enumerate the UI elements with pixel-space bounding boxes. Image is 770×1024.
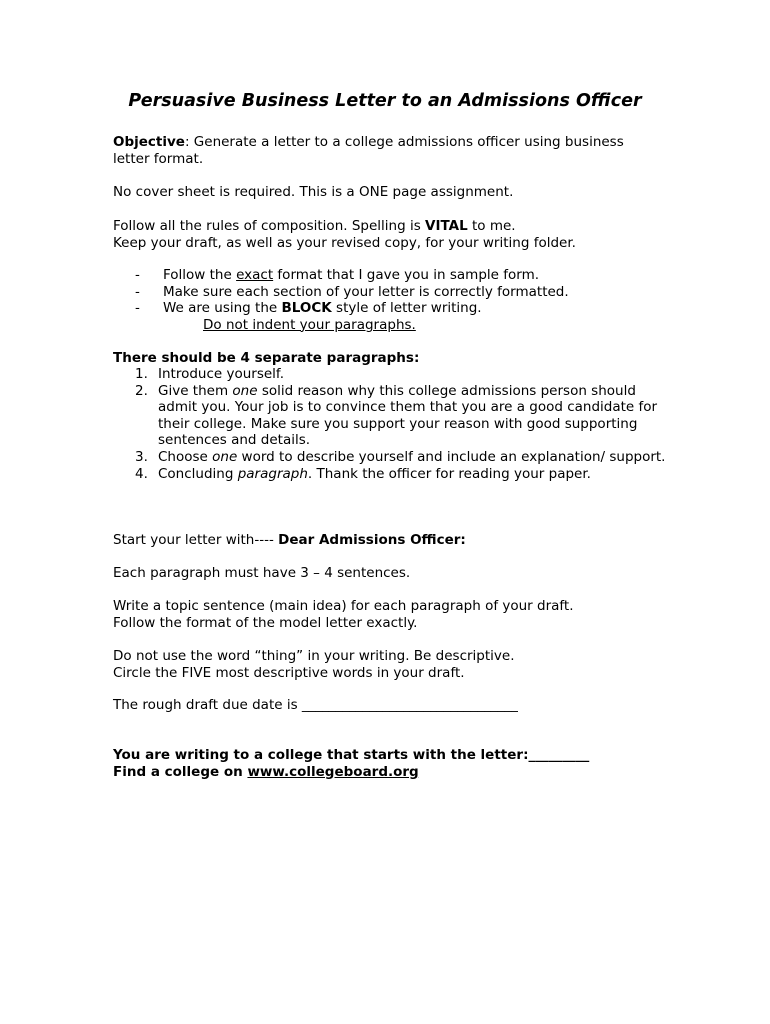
- collegeboard-link[interactable]: www.collegeboard.org: [247, 763, 419, 780]
- college-paragraph: You are writing to a college that starts with the letter:_________ Find a college on www.collegeboard.org: [113, 747, 673, 780]
- list-item: 2. Give them one solid reason why this college admissions person should admit you. Your job is to convince them that you are a good candidate for their college. Make sure you support your reason with good supporting sentences and details.: [135, 382, 658, 449]
- block-emphasis: BLOCK: [281, 300, 332, 317]
- due-date-line: The rough draft due date is ________________________________: [113, 697, 518, 713]
- objective-text: : Generate a letter to a college admissions officer using business: [184, 134, 624, 150]
- salutation-instruction: Start your letter with---- Dear Admissions Officer:: [113, 532, 466, 548]
- document-title: Persuasive Business Letter to an Admissions Officer: [128, 91, 642, 111]
- composition-pre: Follow all the rules of composition. Spelling is: [113, 218, 426, 234]
- descriptive-words-paragraph: Do not use the word “thing” in your writing. Be descriptive. Circle the FIVE most descriptive words in your draft.: [113, 648, 515, 681]
- list-item: 3. Choose one word to describe yourself and include an explanation/ support.: [135, 448, 666, 465]
- exact-emphasis: exact: [236, 267, 274, 283]
- list-item: 4. Concluding paragraph. Thank the officer for reading your paper.: [135, 465, 591, 482]
- bullet-item: - Make sure each section of your letter is correctly formatted.: [135, 283, 569, 300]
- college-letter-line: You are writing to a college that starts with the letter:_________: [113, 747, 590, 763]
- indent-note: Do not indent your paragraphs.: [203, 316, 416, 333]
- sentence-count-note: Each paragraph must have 3 – 4 sentences.: [113, 565, 411, 581]
- list-item: 1. Introduce yourself.: [135, 366, 284, 382]
- composition-line-2: Keep your draft, as well as your revised copy, for your writing folder.: [113, 234, 576, 251]
- composition-post: to me.: [467, 218, 516, 234]
- objective-paragraph: [113, 134, 673, 167]
- format-bullet-list: [113, 267, 673, 333]
- bullet-item: - Follow the exact format that I gave you in sample form.: [135, 267, 540, 283]
- composition-bold: VITAL: [425, 218, 468, 234]
- paragraphs-list: [113, 366, 673, 482]
- cover-sheet-note: No cover sheet is required. This is a ONE page assignment.: [113, 184, 514, 200]
- bullet-item: - We are using the BLOCK style of letter writing. Do not indent your paragraphs.: [113, 300, 673, 333]
- objective-text-2: letter format.: [113, 150, 204, 167]
- objective-label: Objective: [113, 134, 185, 150]
- paragraphs-heading: There should be 4 separate paragraphs:: [113, 350, 420, 366]
- topic-sentence-paragraph: Write a topic sentence (main idea) for each paragraph of your draft. Follow the format of the model letter exactly.: [113, 598, 574, 631]
- composition-paragraph: [113, 218, 673, 251]
- salutation-text: Dear Admissions Officer:: [278, 532, 466, 548]
